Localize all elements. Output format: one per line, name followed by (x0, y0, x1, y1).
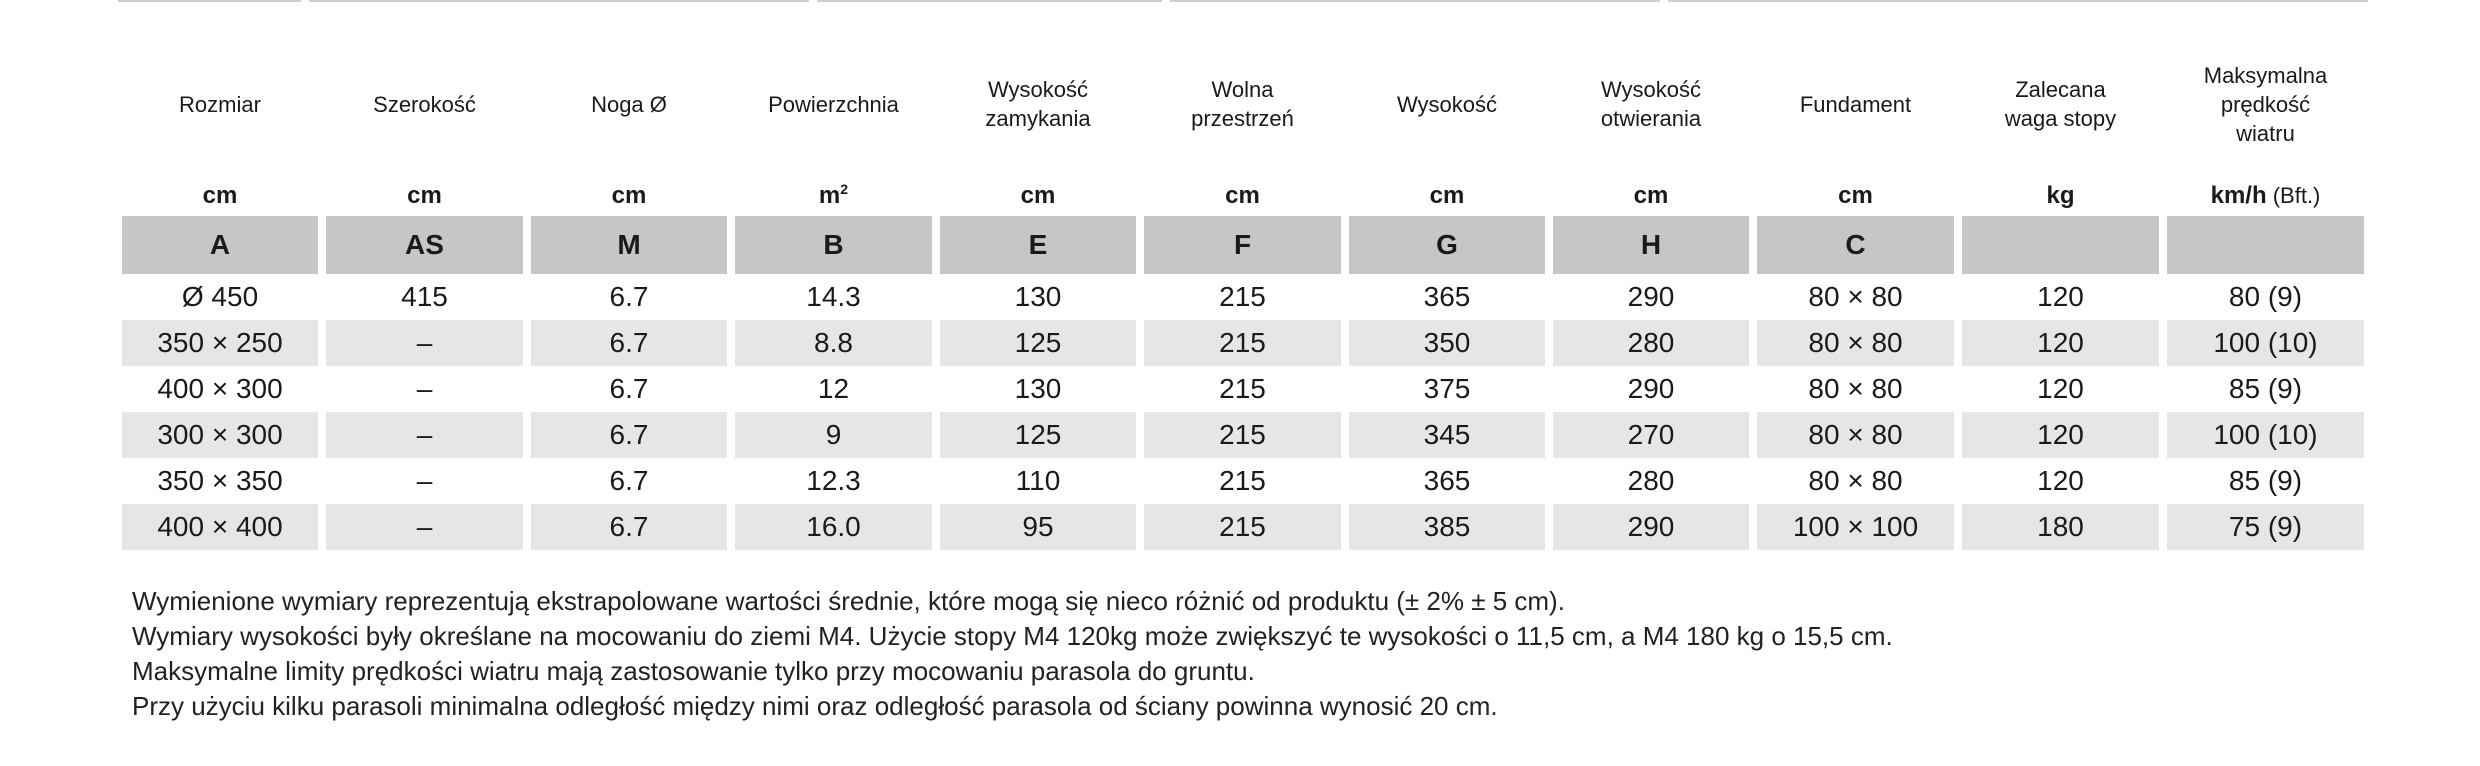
column-unit (1345, 170, 1549, 212)
table-row (118, 458, 2368, 504)
table-cell: 270 (1549, 412, 1753, 458)
table-cell: 95 (936, 504, 1140, 550)
table-row (118, 320, 2368, 366)
table-cell: 14.3 (731, 274, 936, 320)
column-unit (1140, 170, 1345, 212)
column-header (322, 38, 527, 170)
table-row (118, 504, 2368, 550)
column-code: H (1549, 212, 1753, 274)
column-unit (1549, 170, 1753, 212)
table-cell: 215 (1140, 458, 1345, 504)
column-code: M (527, 212, 731, 274)
unit-label: cm (1838, 182, 1873, 209)
table-cell: – (322, 458, 527, 504)
top-divider-lines (0, 0, 2480, 4)
unit-label: km/h (2210, 182, 2267, 209)
column-header-label: Wolna przestrzeń (1191, 77, 1294, 131)
table-cell: 215 (1140, 366, 1345, 412)
column-unit (1753, 170, 1958, 212)
table-cell: 350 × 350 (118, 458, 322, 504)
table-cell: 80 × 80 (1753, 320, 1958, 366)
table-cell: 16.0 (731, 504, 936, 550)
table-cell: 100 (10) (2163, 412, 2368, 458)
table-cell: 80 × 80 (1753, 366, 1958, 412)
table-cell: 6.7 (527, 366, 731, 412)
table-cell: 365 (1345, 274, 1549, 320)
column-header-label: Wysokość zamykania (985, 77, 1091, 131)
table-body (118, 274, 2368, 550)
footnote-line: Wymienione wymiary reprezentują ekstrapolowane wartości średnie, które mogą się nieco różnić od produktu (± 2% ± 5 cm). (132, 586, 1565, 616)
table-cell: 80 × 80 (1753, 412, 1958, 458)
column-header (527, 38, 731, 170)
footnote-line: Maksymalne limity prędkości wiatru mają zastosowanie tylko przy mocowaniu parasola do gruntu. (132, 656, 1255, 686)
column-code: B (731, 212, 936, 274)
column-header-label: Rozmiar (179, 91, 261, 117)
column-header (1345, 38, 1549, 170)
table-cell: 85 (9) (2163, 366, 2368, 412)
unit-label: cm (1429, 182, 1465, 209)
column-header-label: Noga Ø (591, 91, 667, 117)
footnotes (132, 584, 1893, 724)
table-row (118, 412, 2368, 458)
table-cell: 385 (1345, 504, 1549, 550)
table-cell: 415 (322, 274, 527, 320)
table-cell: 345 (1345, 412, 1549, 458)
unit-label: kg (2046, 182, 2075, 209)
column-header-label: Maksymalna prędkość wiatru (2203, 62, 2328, 146)
table-cell: Ø 450 (118, 274, 322, 320)
unit-superscript: 2 (840, 181, 849, 197)
column-code: E (936, 212, 1140, 274)
column-header-label: Zalecana waga stopy (2004, 77, 2117, 131)
table-cell: 120 (1958, 458, 2163, 504)
column-code: C (1753, 212, 1958, 274)
table-cell: 290 (1549, 366, 1753, 412)
column-unit (936, 170, 1140, 212)
specification-table (118, 38, 2368, 550)
column-header (1958, 38, 2163, 170)
footnote-line: Przy użyciu kilku parasoli minimalna odległość między nimi oraz odległość parasola od ściany powinna wynosić 20 cm. (132, 691, 1498, 721)
column-code: A (118, 212, 322, 274)
table-cell: 80 × 80 (1753, 458, 1958, 504)
table-cell: 215 (1140, 320, 1345, 366)
unit-label: cm (611, 182, 647, 209)
table-cell: 6.7 (527, 504, 731, 550)
table-cell: 215 (1140, 504, 1345, 550)
table-cell: 400 × 300 (118, 366, 322, 412)
column-header (1753, 38, 1958, 170)
table-cell: 290 (1549, 274, 1753, 320)
table-cell: 300 × 300 (118, 412, 322, 458)
table-cell: 400 × 400 (118, 504, 322, 550)
table-cell: 12 (731, 366, 936, 412)
table-cell: 180 (1958, 504, 2163, 550)
column-header (1549, 38, 1753, 170)
footnote-line: Wymiary wysokości były określane na mocowaniu do ziemi M4. Użycie stopy M4 120kg może zwiększyć te wysokości o 11,5 cm, a M4 180 kg o 15,5 cm. (132, 621, 1893, 651)
unit-extra: (Bft.) (2266, 183, 2321, 208)
column-header-label: Wysokość (1396, 91, 1498, 117)
column-header-label: Fundament (1799, 91, 1912, 117)
table-cell: 80 (9) (2163, 274, 2368, 320)
table-cell: 120 (1958, 320, 2163, 366)
column-header (2163, 38, 2368, 170)
unit-label: cm (1633, 182, 1669, 209)
table-cell: 110 (936, 458, 1140, 504)
column-header-label: Szerokość (373, 91, 476, 117)
table-cell: 6.7 (527, 412, 731, 458)
column-unit (527, 170, 731, 212)
table-cell: 365 (1345, 458, 1549, 504)
table-cell: 130 (936, 274, 1140, 320)
table-cell: 9 (731, 412, 936, 458)
column-unit (731, 170, 936, 212)
table-cell: 8.8 (731, 320, 936, 366)
table-cell: 130 (936, 366, 1140, 412)
table-cell: 100 (10) (2163, 320, 2368, 366)
table-cell: 6.7 (527, 320, 731, 366)
column-unit (322, 170, 527, 212)
table-cell: 85 (9) (2163, 458, 2368, 504)
table-cell: 125 (936, 412, 1140, 458)
column-header-label: Powierzchnia (768, 91, 899, 117)
table-cell: 280 (1549, 458, 1753, 504)
table-cell: – (322, 366, 527, 412)
table-cell: 6.7 (527, 458, 731, 504)
table-cell: 350 × 250 (118, 320, 322, 366)
unit-label: cm (1225, 182, 1260, 209)
column-code: F (1140, 212, 1345, 274)
column-code (2163, 212, 2368, 274)
table-cell: 215 (1140, 274, 1345, 320)
column-header (936, 38, 1140, 170)
column-header-label: Wysokość otwierania (1600, 77, 1702, 131)
table-cell: – (322, 320, 527, 366)
unit-label: cm (407, 182, 442, 209)
column-code: AS (322, 212, 527, 274)
table-row (118, 274, 2368, 320)
column-unit (1958, 170, 2163, 212)
column-header (118, 38, 322, 170)
column-header-row (118, 38, 2368, 170)
table-cell: 6.7 (527, 274, 731, 320)
table-cell: 75 (9) (2163, 504, 2368, 550)
table-cell: 350 (1345, 320, 1549, 366)
table-cell: 215 (1140, 412, 1345, 458)
table-cell: – (322, 504, 527, 550)
column-header (1140, 38, 1345, 170)
table-cell: – (322, 412, 527, 458)
table-cell: 290 (1549, 504, 1753, 550)
table-cell: 375 (1345, 366, 1549, 412)
unit-label: cm (202, 182, 238, 209)
table-cell: 100 × 100 (1753, 504, 1958, 550)
column-code: G (1345, 212, 1549, 274)
unit-row (118, 170, 2368, 212)
table-cell: 120 (1958, 274, 2163, 320)
unit-label: m (818, 182, 841, 209)
table-cell: 125 (936, 320, 1140, 366)
table-cell: 120 (1958, 412, 2163, 458)
code-row (118, 212, 2368, 274)
unit-label: cm (1020, 182, 1056, 209)
column-header (731, 38, 936, 170)
table-row (118, 366, 2368, 412)
table-cell: 12.3 (731, 458, 936, 504)
column-unit (118, 170, 322, 212)
column-unit (2163, 170, 2368, 212)
table-cell: 80 × 80 (1753, 274, 1958, 320)
column-code (1958, 212, 2163, 274)
table-cell: 280 (1549, 320, 1753, 366)
table-cell: 120 (1958, 366, 2163, 412)
